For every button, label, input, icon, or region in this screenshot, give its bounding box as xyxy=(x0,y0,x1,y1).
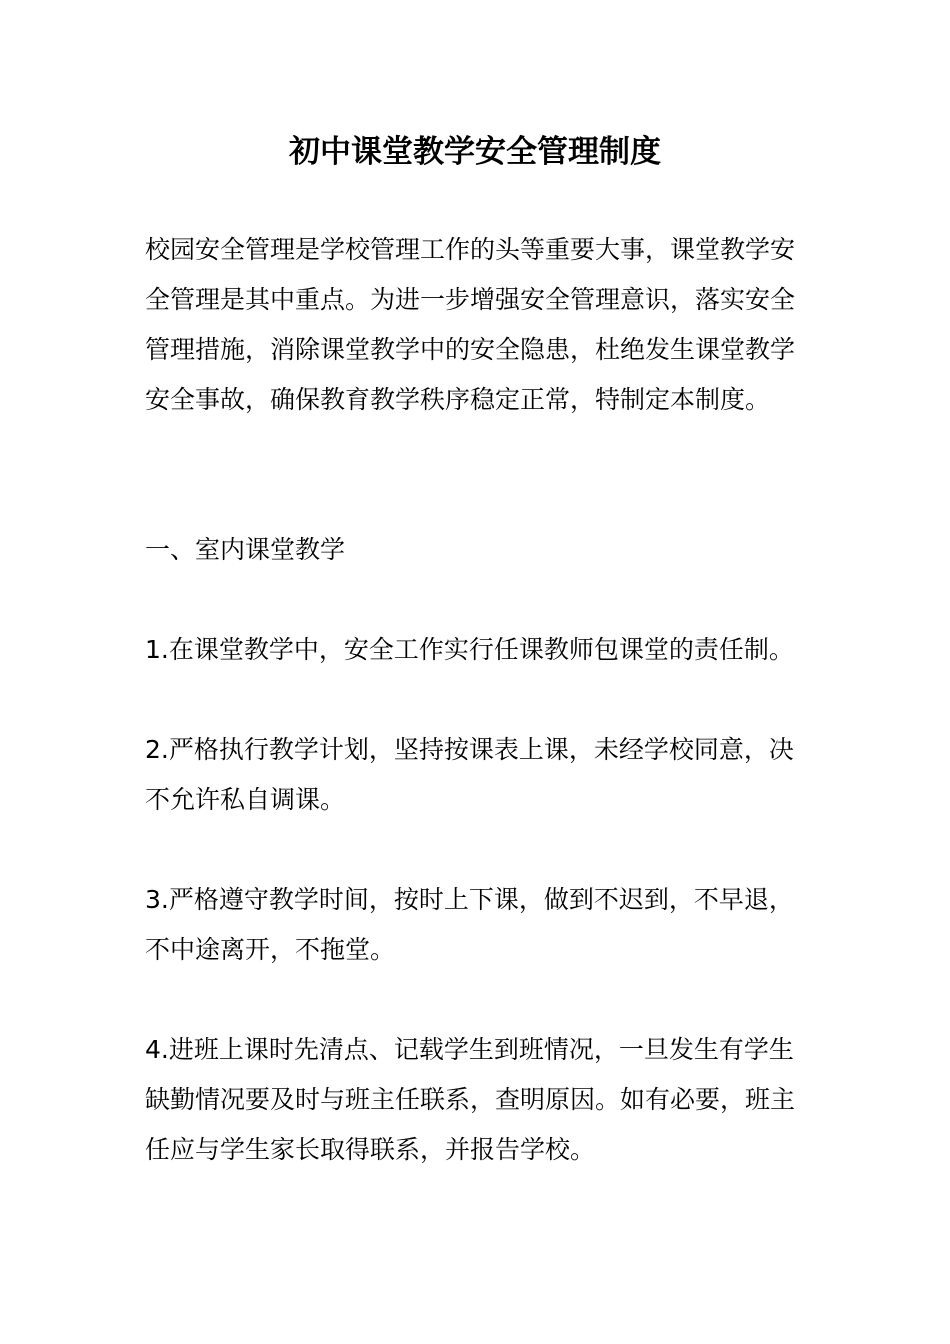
intro-paragraph: 校园安全管理是学校管理工作的头等重要大事，课堂教学安全管理是其中重点。为进一步增强安全管理意识，落实安全管理措施，消除课堂教学中的安全隐患，杜绝发生课堂教学安全事故，确保教育教学秩序稳定正常，特制定本制度。 xyxy=(145,235,796,414)
rule-item-3: 3.严格遵守教学时间，按时上下课，做到不迟到，不早退，不中途离开，不拖堂。 xyxy=(145,885,794,964)
rule-item-4: 4.进班上课时先清点、记载学生到班情况，一旦发生有学生缺勤情况要及时与班主任联系，查明原因。如有必要，班主任应与学生家长取得联系，并报告学校。 xyxy=(145,1035,796,1164)
rule-item-1: 1.在课堂教学中，安全工作实行任课教师包课堂的责任制。 xyxy=(145,635,794,664)
rule-item-2: 2.严格执行教学计划，坚持按课表上课，未经学校同意，决不允许私自调课。 xyxy=(145,735,794,814)
document-title: 初中课堂教学安全管理制度 xyxy=(289,134,661,170)
section-heading: 一、室内课堂教学 xyxy=(145,535,346,564)
